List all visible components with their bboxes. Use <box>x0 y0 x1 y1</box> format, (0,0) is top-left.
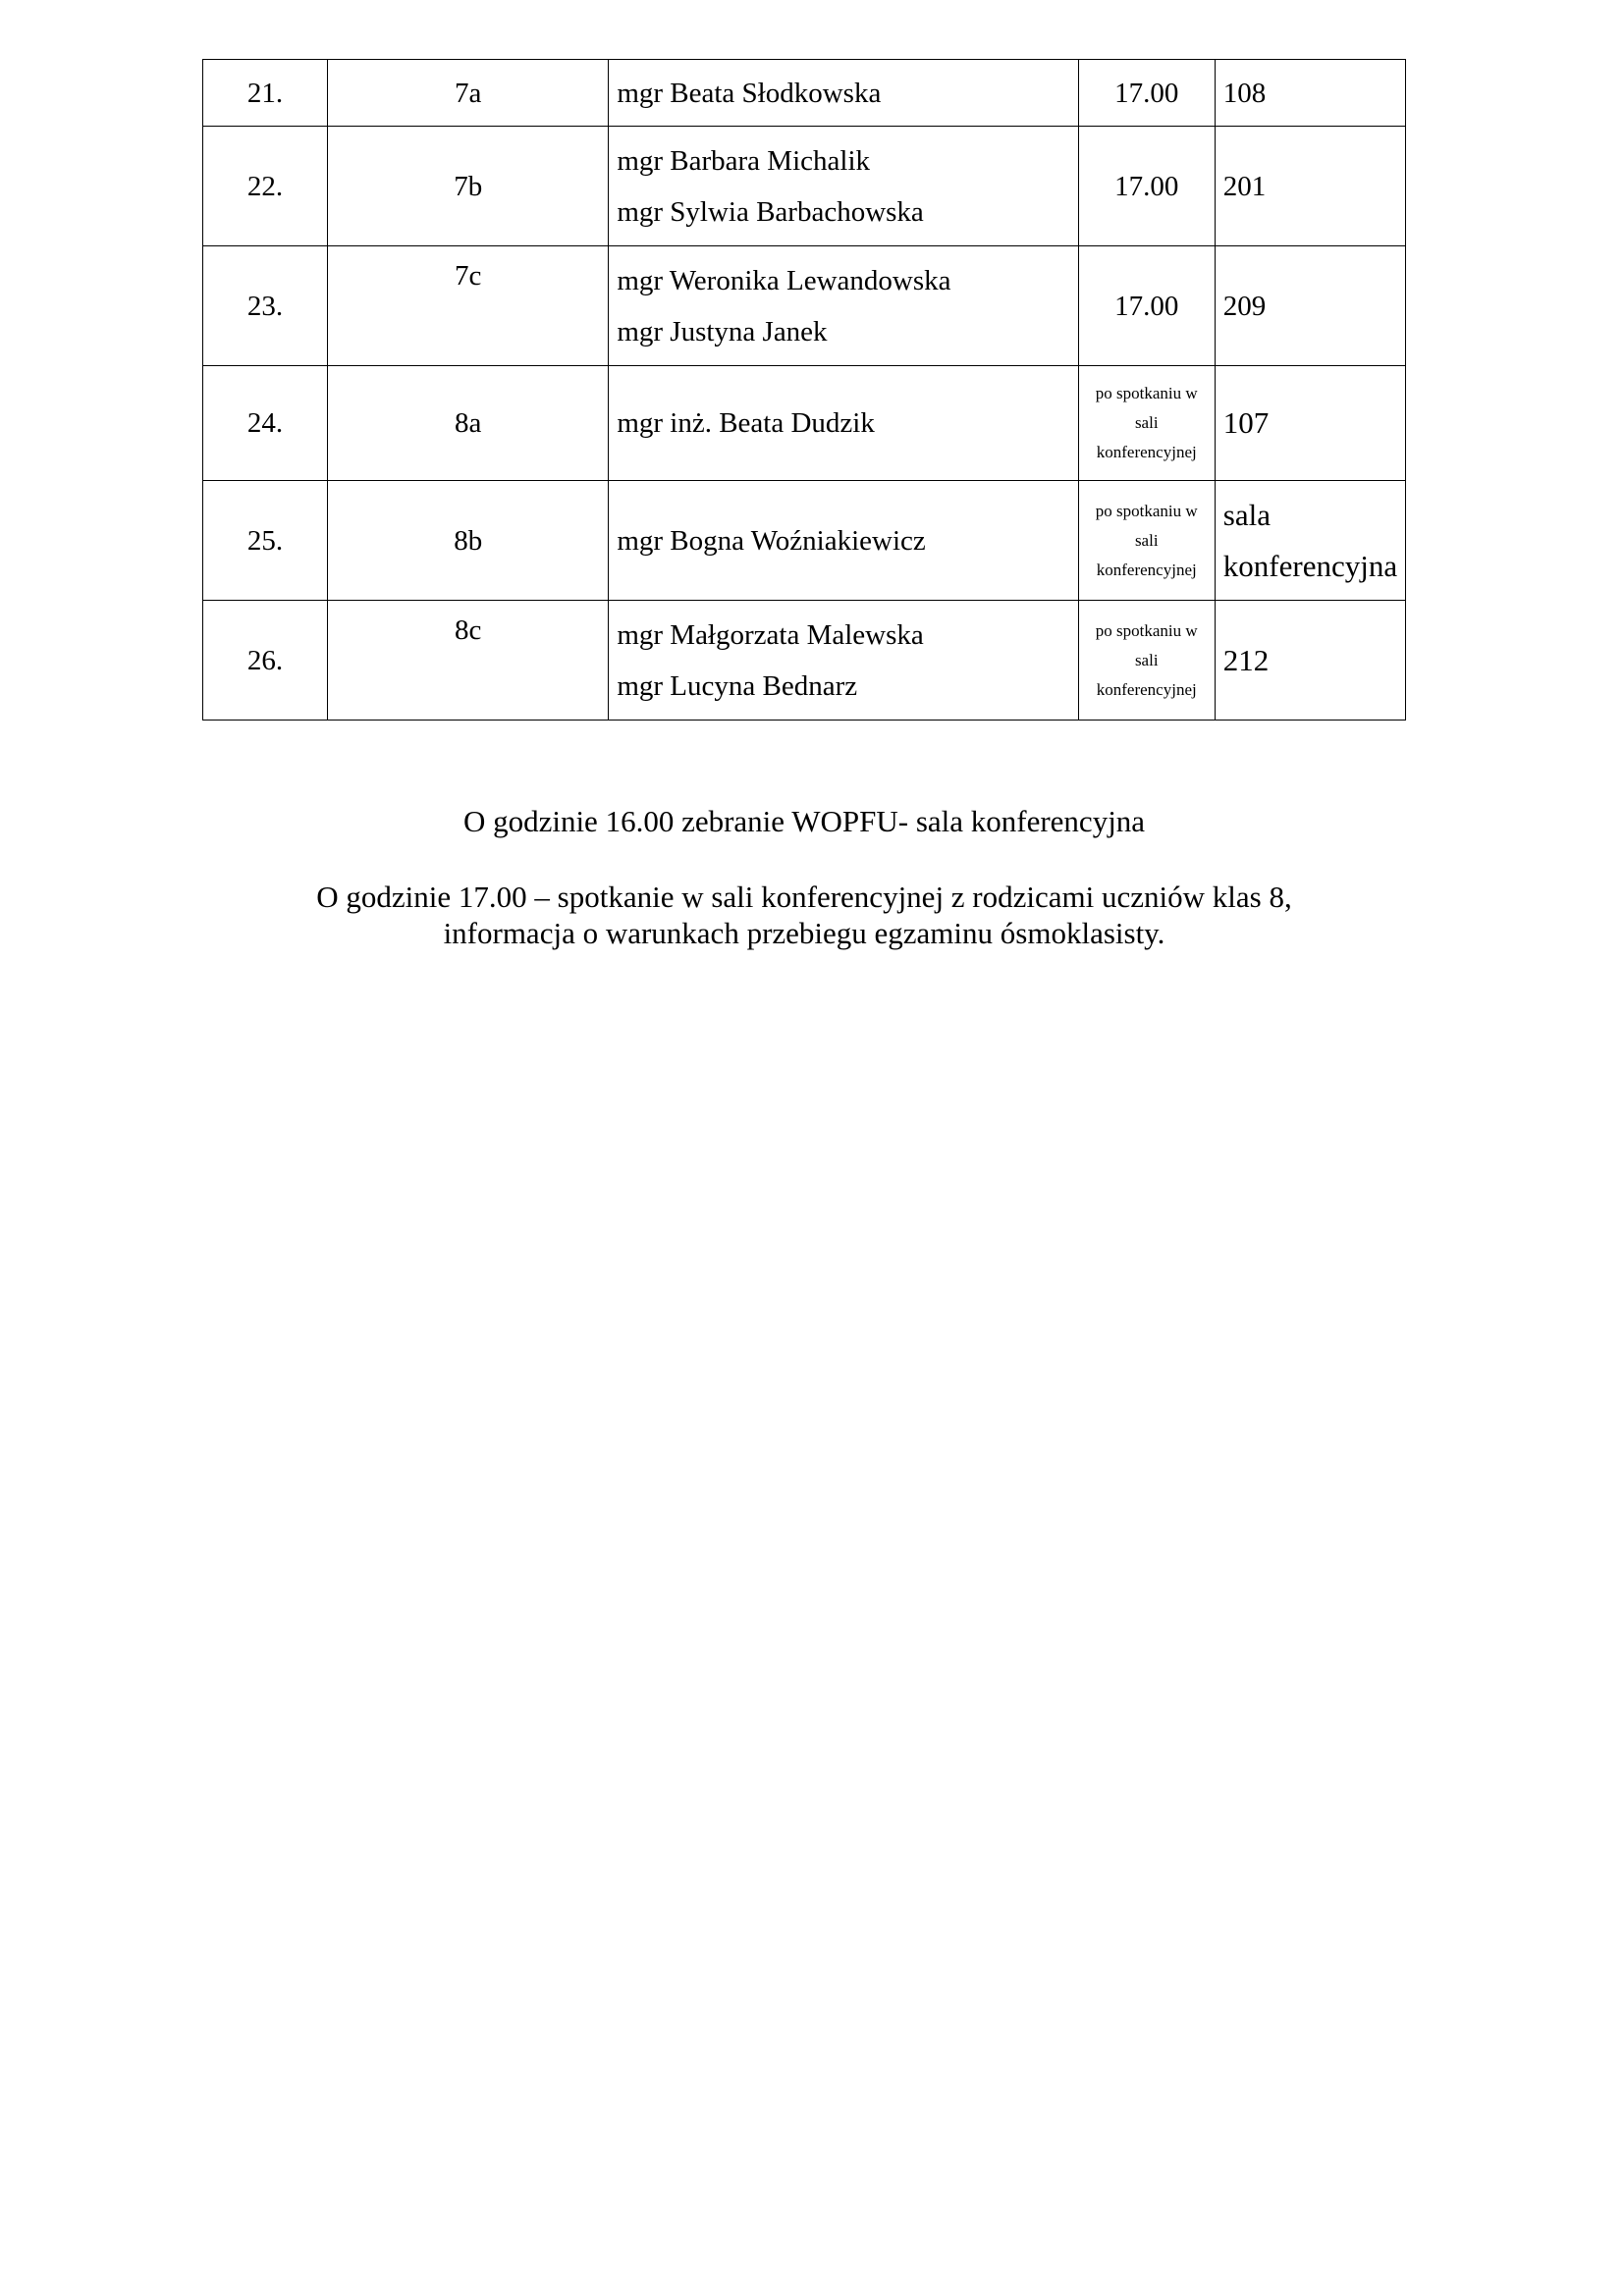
table-row <box>203 127 1406 246</box>
meeting-time <box>1078 601 1215 721</box>
row-number: 26. <box>203 601 328 721</box>
teacher-name: mgr Beata Słodkowska <box>617 77 882 109</box>
class-name: 7c <box>328 246 609 366</box>
room-number: 108 <box>1215 60 1405 127</box>
class-name: 7a <box>328 60 609 127</box>
meeting-time <box>1078 366 1215 481</box>
class-name: 8b <box>328 481 609 601</box>
table-row <box>203 60 1406 127</box>
teacher-name: mgr Weronika Lewandowska <box>617 264 951 296</box>
room-number: 212 <box>1215 601 1405 721</box>
note-text: informacja o warunkach przebiegu egzaminu ósmoklasisty. <box>443 916 1165 950</box>
row-number: 22. <box>203 127 328 246</box>
table-row <box>203 601 1406 721</box>
row-number: 21. <box>203 60 328 127</box>
teacher-cell <box>609 60 1078 127</box>
teacher-cell <box>609 246 1078 366</box>
note-wopfu <box>202 803 1406 839</box>
class-name: 8c <box>328 601 609 721</box>
class-name: 8a <box>328 366 609 481</box>
teacher-name: mgr Justyna Janek <box>617 315 828 347</box>
room-number: 107 <box>1215 366 1405 481</box>
meeting-time-line: po spotkaniu w <box>1095 620 1198 640</box>
teacher-name: mgr Lucyna Bednarz <box>617 669 858 702</box>
meeting-time-line: sali <box>1134 530 1159 550</box>
meeting-time-line: po spotkaniu w <box>1095 384 1198 402</box>
note-class-8-meeting <box>202 879 1406 951</box>
room-number: 201 <box>1215 127 1405 246</box>
room-number: 209 <box>1215 246 1405 366</box>
meeting-time: 17.00 <box>1078 60 1215 127</box>
schedule-table <box>202 59 1406 721</box>
teacher-name: mgr Barbara Michalik <box>617 144 870 177</box>
meeting-time-line: konferencyjnej <box>1096 560 1197 579</box>
meeting-time: 17.00 <box>1078 246 1215 366</box>
meeting-time-line: konferencyjnej <box>1096 443 1197 461</box>
room-cell <box>1215 481 1405 601</box>
teacher-cell <box>609 481 1078 601</box>
room-line: sala <box>1222 497 1271 532</box>
class-name: 7b <box>328 127 609 246</box>
table-row <box>203 246 1406 366</box>
meeting-time <box>1078 481 1215 601</box>
note-text: O godzinie 16.00 zebranie WOPFU- sala konferencyjna <box>462 804 1146 838</box>
teacher-cell <box>609 127 1078 246</box>
row-number: 23. <box>203 246 328 366</box>
teacher-name: mgr Małgorzata Malewska <box>617 618 924 651</box>
meeting-time: 17.00 <box>1078 127 1215 246</box>
teacher-cell <box>609 366 1078 481</box>
note-text: O godzinie 17.00 – spotkanie w sali konferencyjnej z rodzicami uczniów klas 8, <box>316 880 1292 914</box>
teacher-name: mgr inż. Beata Dudzik <box>617 407 875 439</box>
table-row <box>203 481 1406 601</box>
table-row <box>203 366 1406 481</box>
meeting-time-line: sali <box>1134 413 1159 432</box>
room-line: konferencyjna <box>1222 548 1398 583</box>
teacher-name: mgr Bogna Woźniakiewicz <box>617 524 926 557</box>
teacher-name: mgr Sylwia Barbachowska <box>617 195 924 228</box>
teacher-cell <box>609 601 1078 721</box>
row-number: 24. <box>203 366 328 481</box>
row-number: 25. <box>203 481 328 601</box>
meeting-time-line: po spotkaniu w <box>1095 501 1198 520</box>
meeting-time-line: konferencyjnej <box>1096 679 1197 699</box>
meeting-time-line: sali <box>1134 650 1159 669</box>
